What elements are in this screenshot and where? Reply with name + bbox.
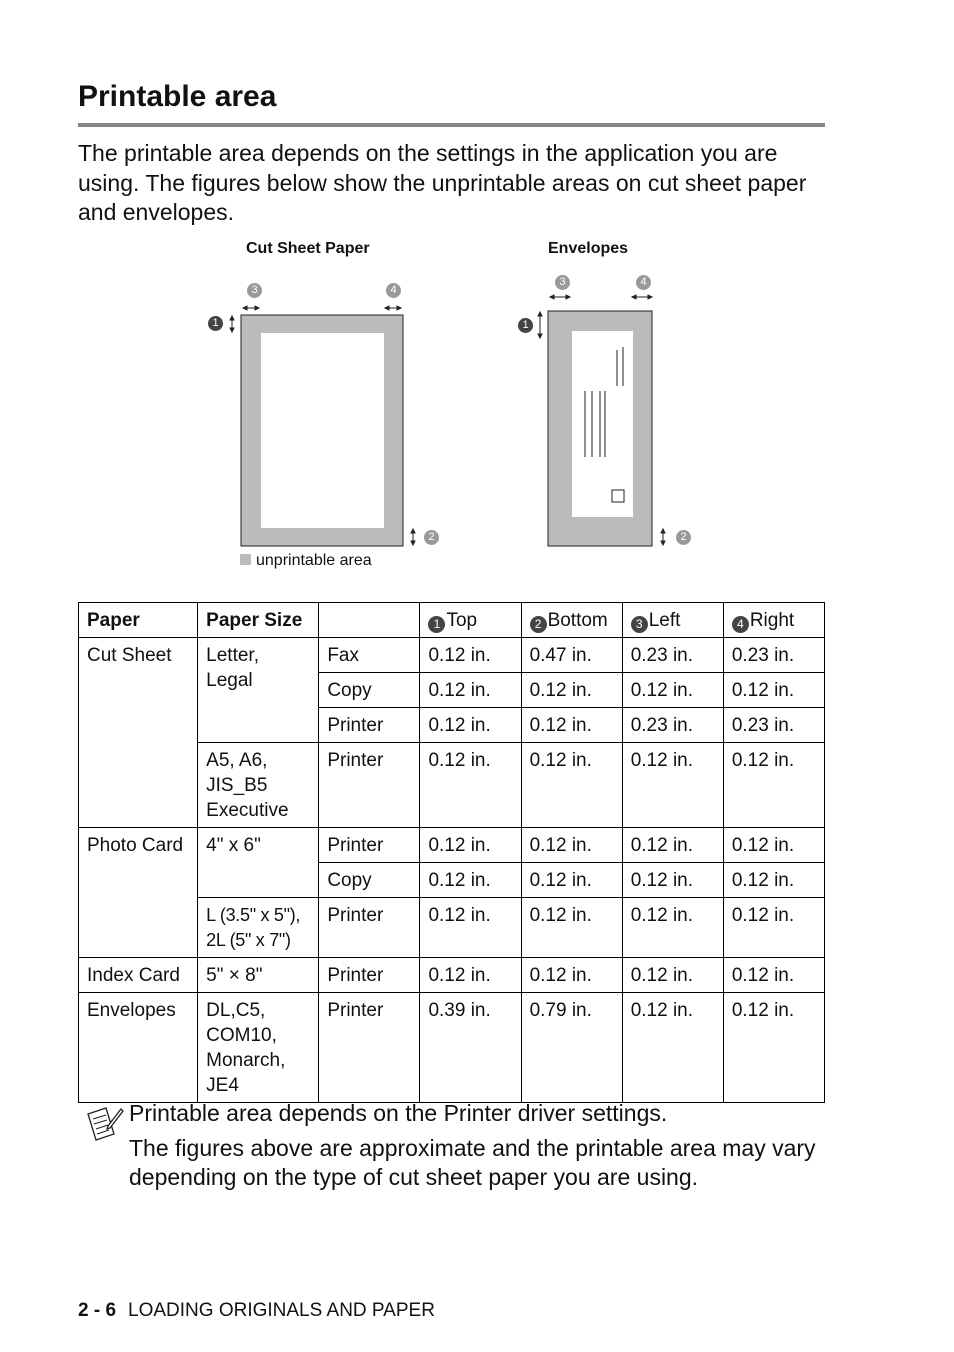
cell-size: Letter, Legal xyxy=(198,638,319,743)
cell-left: 0.23 in. xyxy=(622,638,723,673)
marker-3-icon: 3 xyxy=(631,616,648,633)
cell-paper: Index Card xyxy=(79,958,198,993)
cell-mode: Printer xyxy=(319,708,420,743)
envelope-left-arrow xyxy=(550,295,570,299)
cell-bottom: 0.12 in. xyxy=(521,958,622,993)
cell-size: 5" × 8" xyxy=(198,958,319,993)
cell-bottom: 0.12 in. xyxy=(521,828,622,863)
cell-right: 0.12 in. xyxy=(723,828,824,863)
cell-bottom: 0.12 in. xyxy=(521,708,622,743)
cell-bottom: 0.12 in. xyxy=(521,898,622,958)
note-line-2: The figures above are approximate and the printable area may vary depending on the type of cut sheet paper you are using. xyxy=(129,1135,816,1190)
cell-mode: Printer xyxy=(319,993,420,1103)
cell-paper: Envelopes xyxy=(79,993,198,1103)
cut-sheet-right-arrow xyxy=(385,306,401,310)
marker-4-icon: 4 xyxy=(732,616,749,633)
cell-left: 0.12 in. xyxy=(622,958,723,993)
cell-left: 0.12 in. xyxy=(622,898,723,958)
header-right: 4 Right xyxy=(723,603,824,638)
marker-bottom-envelope: 2 xyxy=(676,530,691,545)
cut-sheet-printable-area xyxy=(261,333,384,528)
unprintable-area-diagram xyxy=(0,0,954,600)
table-header-row xyxy=(79,603,825,638)
cut-sheet-bottom-arrow xyxy=(411,529,415,545)
intro-paragraph: The printable area depends on the settings in the application you are using. The figures below show the unprintable areas on cut sheet paper and envelopes. xyxy=(78,140,807,225)
cell-mode: Printer xyxy=(319,828,420,863)
cell-paper: Photo Card xyxy=(79,828,198,958)
cell-right: 0.12 in. xyxy=(723,743,824,828)
marker-top-envelope: 1 xyxy=(518,318,533,333)
cell-top: 0.12 in. xyxy=(420,863,521,898)
cell-size: L (3.5" x 5"), 2L (5" x 7") xyxy=(198,898,319,958)
cell-right: 0.12 in. xyxy=(723,958,824,993)
cell-top: 0.12 in. xyxy=(420,898,521,958)
cell-left: 0.12 in. xyxy=(622,863,723,898)
table-row xyxy=(79,958,825,993)
cell-mode: Copy xyxy=(319,673,420,708)
cell-mode: Copy xyxy=(319,863,420,898)
page-footer xyxy=(78,1300,435,1322)
cell-top: 0.12 in. xyxy=(420,708,521,743)
marker-top-cut-sheet: 1 xyxy=(208,316,223,331)
table-row xyxy=(79,828,825,863)
note-pencil-icon xyxy=(84,1104,124,1144)
cell-top: 0.39 in. xyxy=(420,993,521,1103)
cell-right: 0.12 in. xyxy=(723,898,824,958)
table-row xyxy=(79,993,825,1103)
section-title: LOADING ORIGINALS AND PAPER xyxy=(128,1300,435,1321)
cell-left: 0.12 in. xyxy=(622,828,723,863)
cell-top: 0.12 in. xyxy=(420,638,521,673)
cell-mode: Printer xyxy=(319,898,420,958)
cell-top: 0.12 in. xyxy=(420,743,521,828)
cell-bottom: 0.79 in. xyxy=(521,993,622,1103)
header-paper: Paper xyxy=(79,603,198,638)
table-row xyxy=(79,638,825,673)
page-number: 2 - 6 xyxy=(78,1300,117,1321)
cell-top: 0.12 in. xyxy=(420,673,521,708)
envelope-bottom-arrow xyxy=(661,529,665,545)
page-title: Printable area xyxy=(78,80,277,113)
cell-right: 0.23 in. xyxy=(723,708,824,743)
marker-right-envelope: 4 xyxy=(636,275,651,290)
cell-size: A5, A6, JIS_B5 Executive xyxy=(198,743,319,828)
cell-mode: Printer xyxy=(319,958,420,993)
cell-left: 0.12 in. xyxy=(622,673,723,708)
marker-left-cut-sheet: 3 xyxy=(247,283,262,298)
marker-1-icon: 1 xyxy=(428,616,445,633)
cell-top: 0.12 in. xyxy=(420,828,521,863)
margins-table xyxy=(78,602,825,1103)
cell-bottom: 0.12 in. xyxy=(521,673,622,708)
envelopes-label: Envelopes xyxy=(548,240,629,257)
header-top: 1 Top xyxy=(420,603,521,638)
marker-right-cut-sheet: 4 xyxy=(386,283,401,298)
cell-left: 0.23 in. xyxy=(622,708,723,743)
cut-sheet-left-arrow xyxy=(243,306,259,310)
header-mode xyxy=(319,603,420,638)
diagram-legend xyxy=(240,552,372,570)
cell-mode: Fax xyxy=(319,638,420,673)
cut-sheet-top-arrow xyxy=(230,316,234,332)
marker-left-envelope: 3 xyxy=(555,275,570,290)
header-left: 3 Left xyxy=(622,603,723,638)
cell-size: 4" x 6" xyxy=(198,828,319,898)
cell-mode: Printer xyxy=(319,743,420,828)
cell-right: 0.23 in. xyxy=(723,638,824,673)
cell-size: DL,C5, COM10, Monarch, JE4 xyxy=(198,993,319,1103)
cell-right: 0.12 in. xyxy=(723,863,824,898)
cell-paper: Cut Sheet xyxy=(79,638,198,828)
legend-label: unprintable area xyxy=(256,552,372,569)
envelope-stamp xyxy=(612,490,624,502)
header-paper-size: Paper Size xyxy=(198,603,319,638)
header-bottom: 2 Bottom xyxy=(521,603,622,638)
cell-bottom: 0.12 in. xyxy=(521,743,622,828)
marker-bottom-cut-sheet: 2 xyxy=(424,530,439,545)
cell-left: 0.12 in. xyxy=(622,993,723,1103)
cell-bottom: 0.47 in. xyxy=(521,638,622,673)
cell-top: 0.12 in. xyxy=(420,958,521,993)
envelope-printable-area xyxy=(572,331,633,517)
marker-2-icon: 2 xyxy=(530,616,547,633)
cut-sheet-label: Cut Sheet Paper xyxy=(246,240,370,257)
envelope-right-arrow xyxy=(632,295,652,299)
cell-right: 0.12 in. xyxy=(723,673,824,708)
unprintable-swatch xyxy=(240,554,251,565)
cell-left: 0.12 in. xyxy=(622,743,723,828)
cell-right: 0.12 in. xyxy=(723,993,824,1103)
envelope-top-arrow xyxy=(538,312,542,338)
note-line-1: Printable area depends on the Printer driver settings. xyxy=(129,1100,668,1126)
note-block xyxy=(129,1099,829,1198)
cell-bottom: 0.12 in. xyxy=(521,863,622,898)
